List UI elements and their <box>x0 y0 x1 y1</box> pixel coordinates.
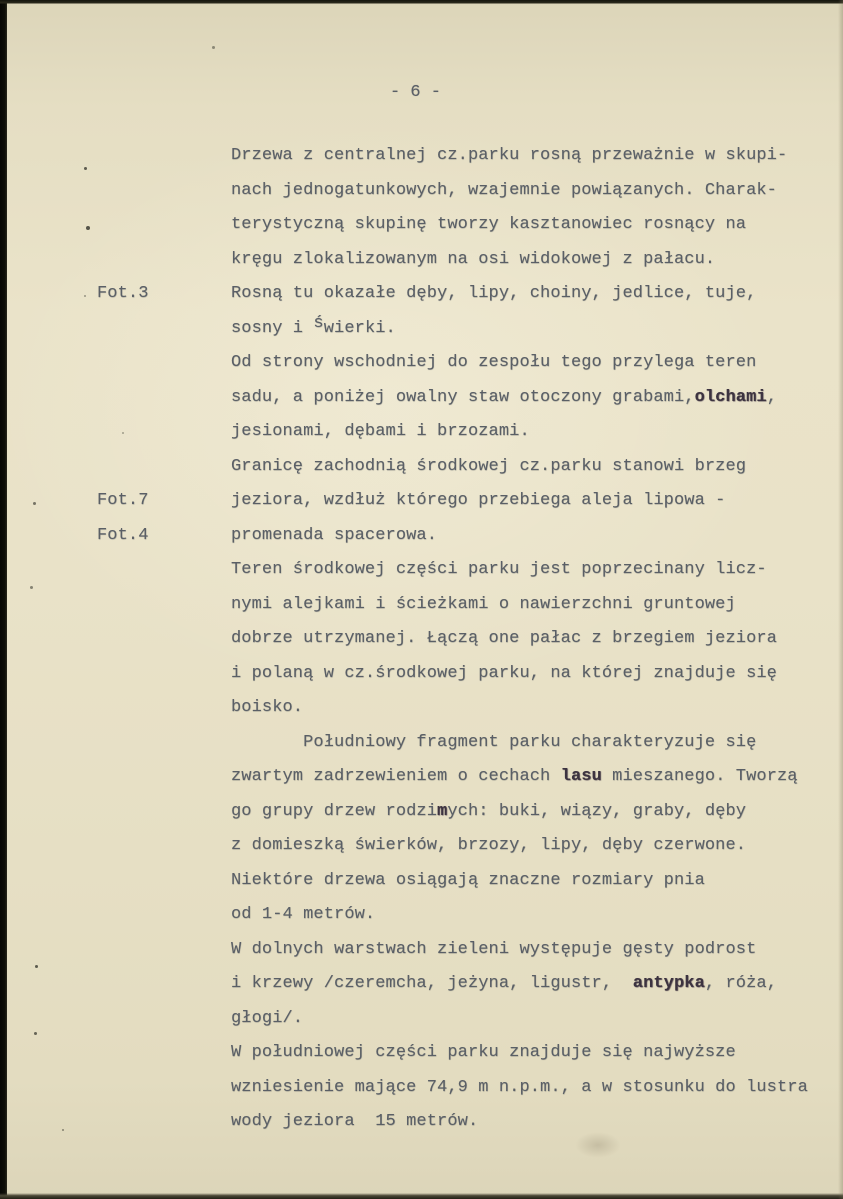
text-segment: wody jeziora 15 metrów. <box>231 1112 479 1131</box>
text-segment: ś <box>313 313 324 333</box>
text-segment: kręgu zlokalizowanym na osi widokowej z pałacu. <box>231 249 716 269</box>
scan-speck <box>33 502 36 505</box>
text-line <box>231 691 831 726</box>
text-segment: Drzewa z centralnej cz.parku rosną przeważnie w skupi- <box>231 146 788 165</box>
scan-speck <box>86 226 90 230</box>
text-line <box>231 415 831 450</box>
scan-edge-left <box>0 0 7 1199</box>
text-segment: boisko. <box>231 698 304 717</box>
scan-speck <box>30 586 33 589</box>
text-line <box>231 1071 831 1106</box>
text-segment: wierki. <box>323 318 396 338</box>
scan-speck <box>35 965 38 968</box>
text-line <box>231 208 831 243</box>
text-segment: Południowy fragment parku charakteryzuje się <box>231 732 757 752</box>
text-line <box>231 657 831 692</box>
text-line <box>231 1105 831 1140</box>
scan-speck <box>84 295 86 297</box>
text-line <box>231 588 831 623</box>
text-line <box>97 519 831 554</box>
text-segment: sosny i <box>231 318 314 338</box>
scan-smudge <box>575 1132 621 1158</box>
text-segment: go grupy drzew rodzi <box>231 801 438 821</box>
document-body <box>97 139 831 1140</box>
text-segment: z domieszką świerków, brzozy, lipy, dęby czerwone. <box>231 836 747 855</box>
scan-edge-bottom <box>0 1193 843 1199</box>
scan-speck <box>212 46 215 49</box>
text-line <box>231 381 831 416</box>
overstruck-text-segment: olchami <box>694 387 767 407</box>
text-line <box>97 484 831 519</box>
text-line <box>231 174 831 209</box>
figure-reference-label: Fot.4 <box>97 525 149 545</box>
text-segment: sadu, a poniżej owalny staw otoczony grabami, <box>231 387 695 407</box>
text-line <box>231 726 831 761</box>
text-line <box>231 243 831 278</box>
text-segment: od 1-4 metrów. <box>231 905 376 924</box>
text-segment: Rosną tu okazałe dęby, lipy, choiny, jedlice, tuje, <box>231 284 757 303</box>
scan-speck <box>122 432 124 434</box>
text-line <box>231 346 831 381</box>
text-segment: ych: buki, wiązy, graby, dęby <box>447 801 747 821</box>
overstruck-text-segment: antypka <box>632 974 705 993</box>
text-segment: , <box>766 387 778 407</box>
text-segment: nach jednogatunkowych, wzajemnie powiązanych. Charak- <box>231 180 777 200</box>
figure-reference-label: Fot.3 <box>97 284 149 303</box>
text-line <box>231 967 831 1002</box>
scan-speck <box>62 1129 64 1131</box>
text-segment: jeziora, wzdłuż którego przebiega aleja lipowa - <box>231 491 726 510</box>
text-line <box>231 898 831 933</box>
page-number: - 6 - <box>390 83 442 102</box>
text-segment: promenada spacerowa. <box>231 525 438 545</box>
text-segment: Teren środkowej części parku jest poprzecinany licz- <box>231 560 767 579</box>
overstruck-text-segment: m <box>437 801 448 821</box>
text-segment: Granicę zachodnią środkowej cz.parku stanowi brzeg <box>231 456 747 476</box>
text-segment: i krzewy /czeremcha, jeżyna, ligustr, <box>231 974 633 993</box>
text-line <box>231 553 831 588</box>
text-line <box>231 139 831 174</box>
text-segment: terystyczną skupinę tworzy kasztanowiec rosnący na <box>231 215 747 234</box>
text-line <box>231 1036 831 1071</box>
scan-edge-top <box>0 0 843 4</box>
text-segment: Niektóre drzewa osiągają znaczne rozmiary pnia <box>231 870 705 890</box>
scan-speck <box>84 167 87 170</box>
scan-edge-right <box>838 0 843 1199</box>
text-segment: W południowej części parku znajduje się najwyższe <box>231 1043 736 1062</box>
overstruck-text-segment: lasu <box>560 767 602 786</box>
text-line <box>231 933 831 968</box>
text-line <box>231 450 831 485</box>
text-line <box>231 312 831 347</box>
figure-reference-label: Fot.7 <box>97 491 149 510</box>
text-line <box>231 829 831 864</box>
text-segment: Od strony wschodniej do zespołu tego przylega teren <box>231 353 757 372</box>
text-segment: nymi alejkami i ścieżkami o nawierzchni gruntowej <box>231 594 736 614</box>
text-segment: i polaną w cz.środkowej parku, na której znajduje się <box>231 663 777 683</box>
text-segment: W dolnych warstwach zieleni występuje gęsty podrost <box>231 939 757 959</box>
text-line <box>231 1002 831 1037</box>
text-line <box>231 760 831 795</box>
text-line <box>231 795 831 830</box>
text-segment: jesionami, dębami i brzozami. <box>231 422 530 441</box>
text-segment: zwartym zadrzewieniem o cechach <box>231 767 561 786</box>
text-segment: głogi/. <box>231 1008 304 1028</box>
text-line <box>231 864 831 899</box>
text-line <box>231 622 831 657</box>
text-segment: , róża, <box>704 974 778 993</box>
scan-speck <box>34 1032 37 1035</box>
text-segment: wzniesienie mające 74,9 m n.p.m., a w stosunku do lustra <box>231 1077 808 1097</box>
text-segment: mieszanego. Tworzą <box>601 767 798 786</box>
text-segment: dobrze utrzymanej. Łączą one pałac z brzegiem jeziora <box>231 629 777 648</box>
